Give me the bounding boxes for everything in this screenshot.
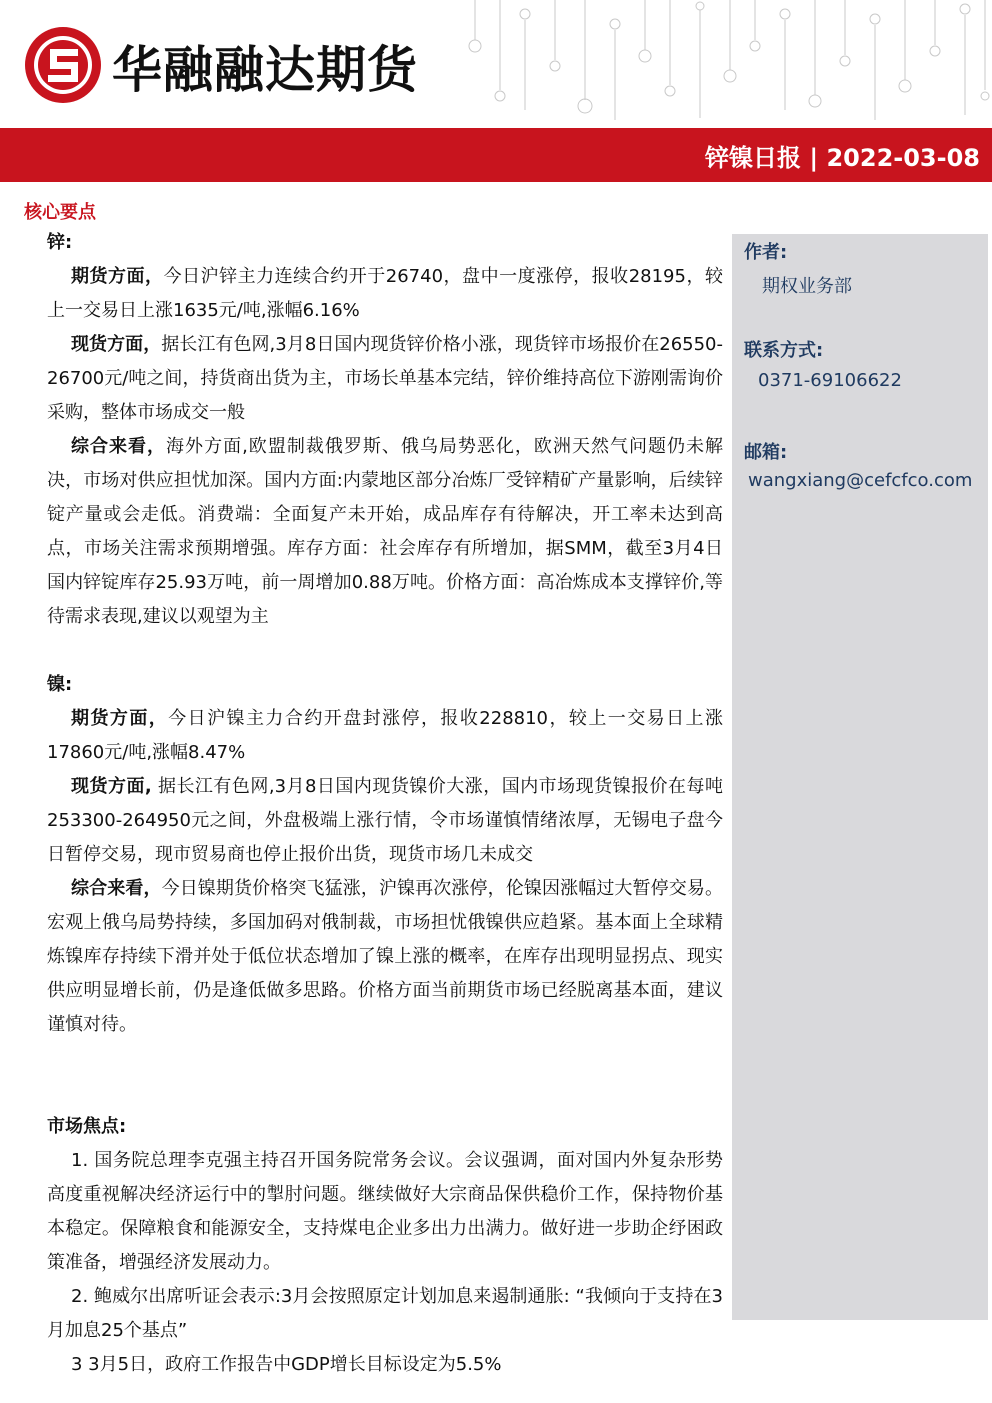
zinc-futures-text: 今日沪锌主力连续合约开于26740，盘中一度涨停，报收28195，较上一交易日上涨1635元/吨,涨幅6.16% xyxy=(47,266,723,321)
nickel-futures-text: 今日沪镍主力合约开盘封涨停，报收228810，较上一交易日上涨17860元/吨,涨幅8.47% xyxy=(47,708,723,763)
section-heading: 核心要点 xyxy=(24,202,96,223)
nickel-summary xyxy=(47,872,723,1042)
zinc-summary xyxy=(47,430,723,634)
author-label: 作者: xyxy=(744,242,788,263)
main-content xyxy=(47,226,723,1382)
market-focus-item: 2. 鲍威尔出席听证会表示:3月会按照原定计划加息来遏制通胀: “我倾向于支持在3月加息25个基点” xyxy=(47,1286,723,1341)
market-focus-title: 市场焦点: xyxy=(47,1116,127,1137)
email-label: 邮箱: xyxy=(744,442,788,463)
zinc-summary-text: 海外方面,欧盟制裁俄罗斯、俄乌局势恶化，欧洲天然气问题仍未解决，市场对供应担忧加深。国内方面:内蒙地区部分冶炼厂受锌精矿产量影响，后续锌锭产量或会走低。消费端：全面复产未开始，成品库存有待解决，开工率未达到高点，市场关注需求预期增强。库存方面：社会库存有所增加，据SMM，截至3月4日国内锌锭库存25.93万吨，前一周增加0.88万吨。价格方面：高冶炼成本支撑锌价,等待需求表现,建议以观望为主 xyxy=(47,436,724,627)
nickel-futures-label: 期货方面， xyxy=(71,708,169,729)
nickel-spot xyxy=(47,770,723,872)
zinc-futures-label: 期货方面， xyxy=(71,266,164,287)
author-sidebar xyxy=(732,234,988,1320)
market-focus-item: 3 3月5日，政府工作报告中GDP增长目标设定为5.5% xyxy=(71,1354,502,1375)
nickel-futures xyxy=(47,702,723,770)
email-value: wangxiang@cefcfco.com xyxy=(748,470,973,491)
nickel-title: 镍: xyxy=(47,674,73,695)
zinc-spot xyxy=(47,328,723,430)
report-header xyxy=(0,0,992,128)
author-value: 期权业务部 xyxy=(762,276,852,297)
zinc-summary-label: 综合来看， xyxy=(71,436,167,457)
nickel-spot-text: 据长江有色网,3月8日国内现货镍价大涨，国内市场现货镍报价在每吨253300-264950元之间，外盘极端上涨行情，令市场谨慎情绪浓厚，无锡电子盘今日暂停交易，现市贸易商也停止报价出货，现货市场几未成交 xyxy=(47,776,723,865)
zinc-title: 锌: xyxy=(47,232,73,253)
zinc-spot-text: 据长江有色网,3月8日国内现货锌价格小涨，现货锌市场报价在26550-26700元/吨之间，持货商出货为主，市场长单基本完结，锌价维持高位下游刚需询价采购，整体市场成交一般 xyxy=(47,334,723,423)
zinc-futures xyxy=(47,260,723,328)
company-logo xyxy=(22,24,104,106)
contact-label: 联系方式: xyxy=(744,340,824,361)
nickel-summary-label: 综合来看， xyxy=(71,878,162,899)
report-title: 锌镍日报 | 2022-03-08 xyxy=(705,144,980,172)
contact-value: 0371-69106622 xyxy=(758,370,902,391)
company-name: 华融融达期货 xyxy=(112,40,418,99)
nickel-spot-label: 现货方面, xyxy=(71,776,152,797)
market-focus-item: 1. 国务院总理李克强主持召开国务院常务会议。会议强调，面对国内外复杂形势高度重视解决经济运行中的掣肘问题。继续做好大宗商品保供稳价工作，保持物价基本稳定。保障粮食和能源安全，支持煤电企业多出力出满力。做好进一步助企纾困政策准备，增强经济发展动力。 xyxy=(47,1150,723,1273)
decorative-dot-lines xyxy=(455,0,992,128)
zinc-spot-label: 现货方面， xyxy=(71,334,162,355)
nickel-summary-text: 今日镍期货价格突飞猛涨，沪镍再次涨停，伦镍因涨幅过大暂停交易。宏观上俄乌局势持续，多国加码对俄制裁，市场担忧俄镍供应趋紧。基本面上全球精炼镍库存持续下滑并处于低位状态增加了镍上涨的概率，在库存出现明显拐点、现实供应明显增长前，仍是逢低做多思路。价格方面当前期货市场已经脱离基本面，建议谨慎对待。 xyxy=(47,878,724,1035)
